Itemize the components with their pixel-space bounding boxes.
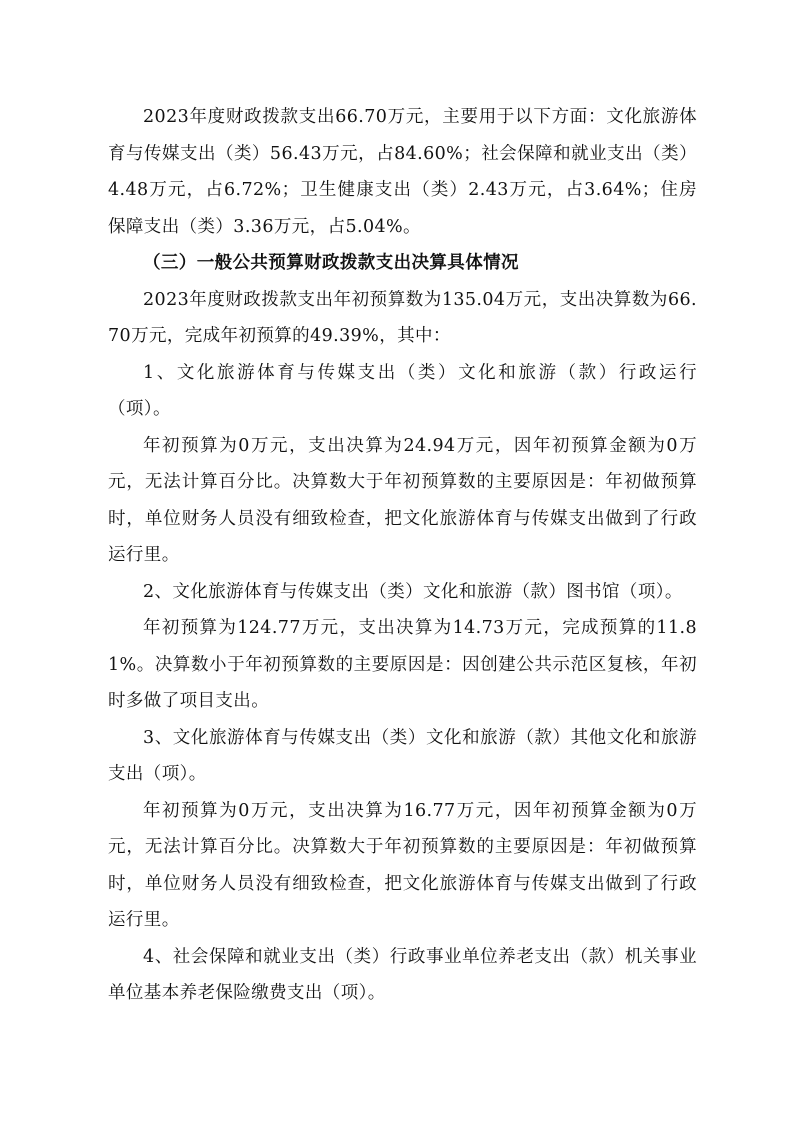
item-3-detail: 年初预算为0万元，支出决算为16.77万元，因年初预算金额为0万元，无法计算百分比。决算数大于年初预算数的主要原因是：年初做预算时，单位财务人员没有细致检查，把文化旅游体育与传媒支出做到了行政运行里。 — [108, 800, 697, 930]
section-heading: （三）一般公共预算财政拨款支出决算具体情况 — [143, 253, 519, 273]
item-1-title: 1、文化旅游体育与传媒支出（类）文化和旅游（款）行政运行（项）。 — [108, 362, 697, 419]
item-2-title: 2、文化旅游体育与传媒支出（类）文化和旅游（款）图书馆（项）。 — [143, 581, 683, 602]
item-2-detail: 年初预算为124.77万元，支出决算为14.73万元，完成预算的11.81%。决算数小于年初预算数的主要原因是：因创建公共示范区复核，年初时多做了项目支出。 — [108, 618, 697, 711]
paragraph-budget-summary: 2023年度财政拨款支出年初预算数为135.04万元，支出决算数为66.70万元，完成年初预算的49.39%，其中： — [108, 289, 697, 346]
item-4-title: 4、社会保障和就业支出（类）行政事业单位养老支出（款）机关事业单位基本养老保险缴费支出（项）。 — [108, 946, 697, 1003]
paragraph-expenditure-overview: 2023年度财政拨款支出66.70万元，主要用于以下方面：文化旅游体育与传媒支出（类）56.43万元，占84.60%；社会保障和就业支出（类）4.48万元，占6.72%；卫生健康支出（类）2.43万元，占3.64%；住房保障支出（类）3.36万元，占5.04%。 — [108, 107, 697, 237]
item-1-detail: 年初预算为0万元，支出决算为24.94万元，因年初预算金额为0万元，无法计算百分比。决算数大于年初预算数的主要原因是：年初做预算时，单位财务人员没有细致检查，把文化旅游体育与传媒支出做到了行政运行里。 — [108, 435, 697, 565]
item-3-title: 3、文化旅游体育与传媒支出（类）文化和旅游（款）其他文化和旅游支出（项）。 — [108, 727, 697, 784]
